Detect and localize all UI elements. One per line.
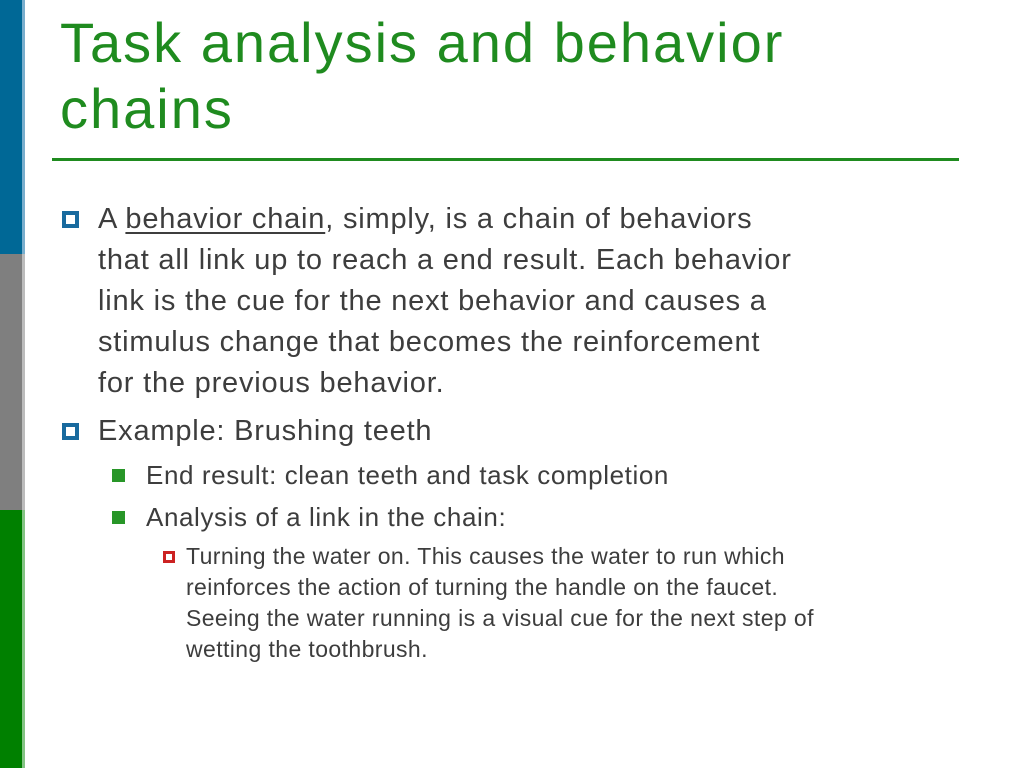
accent-bar-gray-segment [0,254,25,510]
sub-bullet-text-end-result [146,454,669,496]
left-accent-bar [0,0,28,768]
text-segment: , simply, is a chain of behaviors [325,203,753,235]
text-line: wetting the toothbrush. [186,636,428,662]
blue-square-bullet-icon [62,211,79,228]
detail-bullet-text [186,541,814,665]
bullet-item-behavior-chain [62,199,1024,404]
text-line: Turning the water on. This causes the water to run which [186,543,785,569]
text-line: End result: clean teeth and task completion [146,460,669,490]
bullet-item-example [62,411,1024,452]
text-segment: A [98,203,126,235]
accent-bar-blue-segment [0,0,25,254]
text-line: stimulus change that becomes the reinforcement [98,326,761,358]
detail-bullet-item-turning-water [163,541,1024,665]
slide-title-line-2: chains [60,77,234,140]
underlined-term: behavior chain [125,203,326,235]
text-line: Analysis of a link in the chain: [146,502,507,532]
title-underline-rule [52,158,959,161]
slide-content [60,0,1024,665]
sub-bullet-item-analysis [112,496,1024,538]
sub-bullet-text-analysis [146,496,506,538]
green-square-bullet-icon [112,469,125,482]
slide-title-line-1: Task analysis and behavior [60,11,785,74]
red-square-bullet-icon [163,551,175,563]
text-line: link is the cue for the next behavior and causes a [98,285,767,317]
bullet-text-behavior-chain [98,199,792,404]
blue-square-bullet-icon [62,423,79,440]
text-line: Seeing the water running is a visual cue for the next step of [186,605,814,631]
text-line: for the previous behavior. [98,367,445,399]
green-square-bullet-icon [112,511,125,524]
accent-bar-green-segment [0,510,25,768]
slide-body [60,199,1024,665]
bullet-text-example [98,411,432,452]
text-line: Example: Brushing teeth [98,415,433,447]
sub-bullet-item-end-result [112,454,1024,496]
text-line [98,199,792,240]
slide-title [60,0,1024,142]
text-line: reinforces the action of turning the handle on the faucet. [186,574,779,600]
text-line: that all link up to reach a end result. Each behavior [98,244,792,276]
